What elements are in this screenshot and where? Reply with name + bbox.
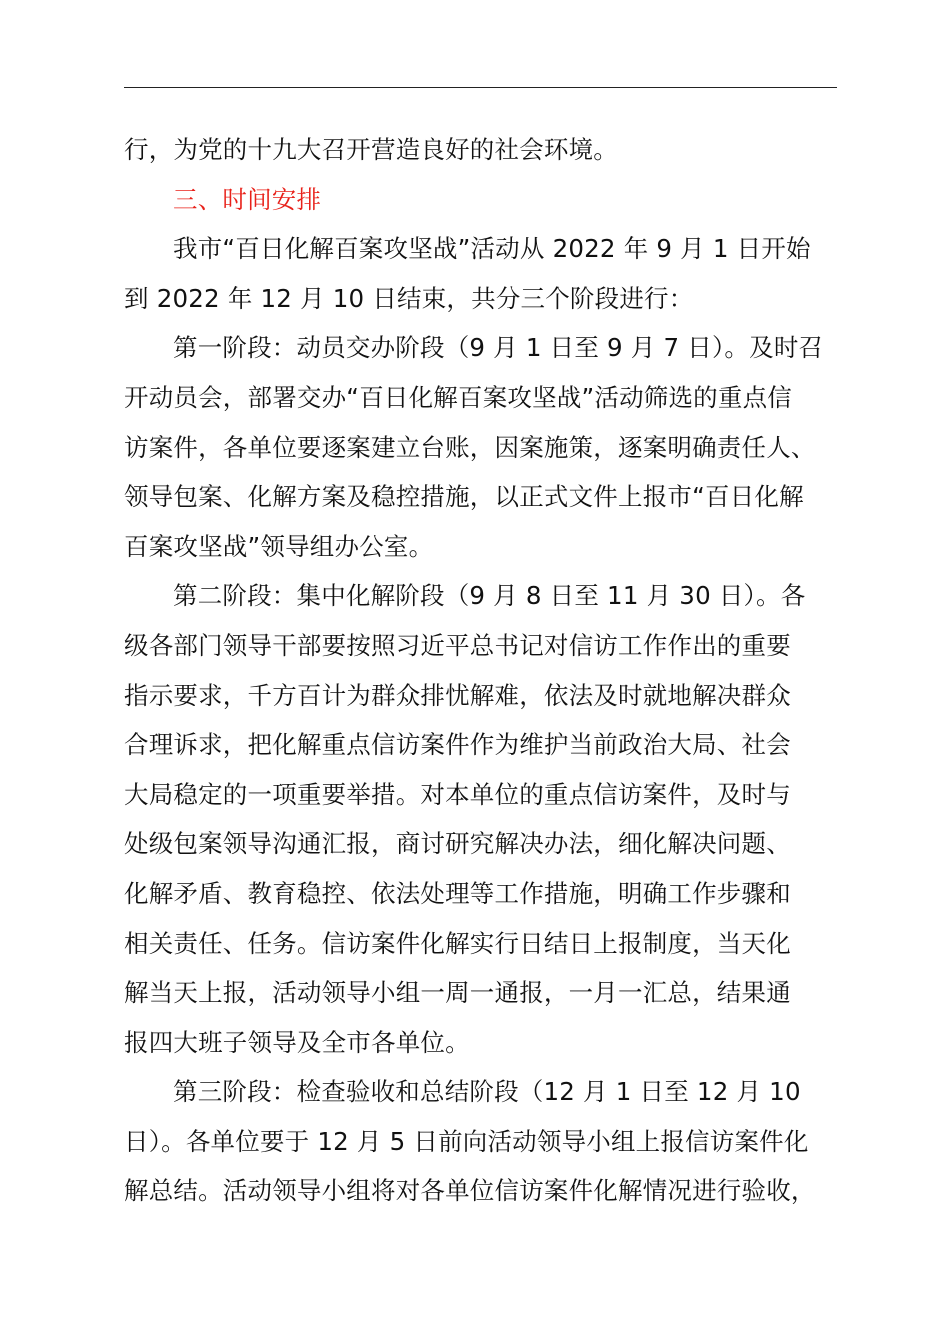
text-line: 第三阶段：检查验收和总结阶段（12 月 1 日至 12 月 10 xyxy=(173,1077,801,1107)
text-line: 第二阶段：集中化解阶段（9 月 8 日至 11 月 30 日）。各 xyxy=(173,581,806,611)
text-line: 合理诉求，把化解重点信访案件作为维护当前政治大局、社会 xyxy=(124,730,791,760)
header-rule xyxy=(124,87,837,88)
text-line: 百案攻坚战”领导组办公室。 xyxy=(124,531,434,561)
text-line: 访案件，各单位要逐案建立台账，因案施策，逐案明确责任人、 xyxy=(124,432,816,462)
text-line: 指示要求，千方百计为群众排忧解难，依法及时就地解决群众 xyxy=(124,680,791,710)
text-line: 解当天上报，活动领导小组一周一通报，一月一汇总，结果通 xyxy=(124,978,791,1008)
text-line: 解总结。活动领导小组将对各单位信访案件化解情况进行验收， xyxy=(124,1176,816,1206)
text-line: 化解矛盾、教育稳控、依法处理等工作措施，明确工作步骤和 xyxy=(124,878,791,908)
text-line: 行，为党的十九大召开营造良好的社会环境。 xyxy=(124,135,618,164)
text-line: 日）。各单位要于 12 月 5 日前向活动领导小组上报信访案件化 xyxy=(124,1126,809,1156)
text-line: 相关责任、任务。信访案件化解实行日结日上报制度，当天化 xyxy=(124,928,791,958)
text-line: 处级包案领导沟通汇报，商讨研究解决办法，细化解决问题、 xyxy=(124,829,791,859)
text-line: 级各部门领导干部要按照习近平总书记对信访工作作出的重要 xyxy=(124,630,791,660)
text-line: 第一阶段：动员交办阶段（9 月 1 日至 9 月 7 日）。及时召 xyxy=(173,333,824,363)
text-line: 到 2022 年 12 月 10 日结束，共分三个阶段进行： xyxy=(124,283,694,313)
text-line: 领导包案、化解方案及稳控措施，以正式文件上报市“百日化解 xyxy=(124,482,804,512)
text-line: 报四大班子领导及全市各单位。 xyxy=(124,1027,470,1057)
text-line: 开动员会，部署交办“百日化解百案攻坚战”活动筛选的重点信 xyxy=(124,382,792,412)
section-heading: 三、时间安排 xyxy=(173,184,322,214)
text-line: 大局稳定的一项重要举措。对本单位的重点信访案件，及时与 xyxy=(124,779,791,809)
document-body xyxy=(124,125,837,1216)
text-line: 我市“百日化解百案攻坚战”活动从 2022 年 9 月 1 日开始 xyxy=(173,234,811,264)
